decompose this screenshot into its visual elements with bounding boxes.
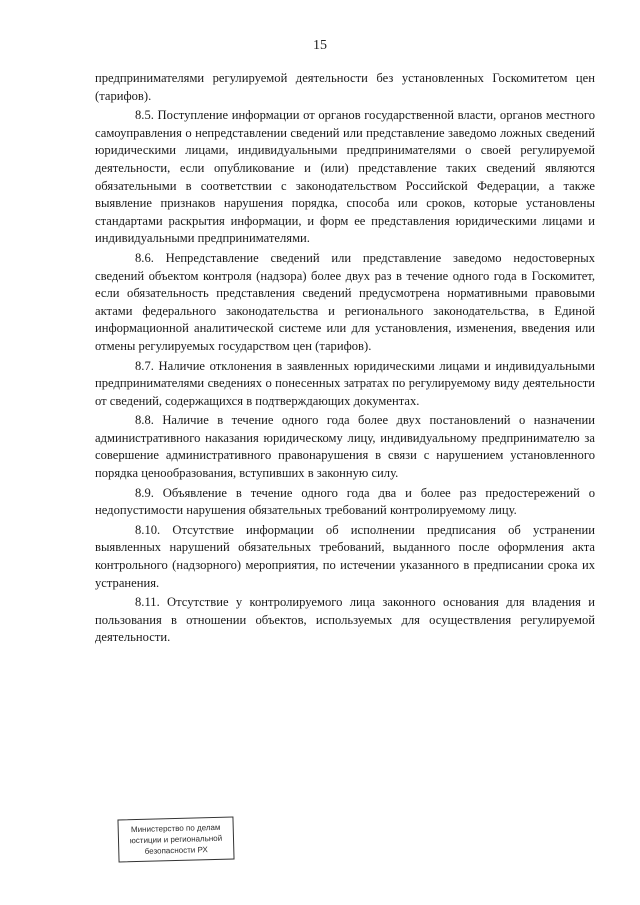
paragraph-8-11: 8.11. Отсутствие у контролируемого лица законного основания для владения и пользования в отношении объектов, используемых для осуществления регулируемой деятельности. <box>95 595 595 645</box>
page-number: 15 <box>313 38 327 53</box>
paragraph-8-10: 8.10. Отсутствие информации об исполнении предписания об устранении выявленных нарушений обязательных требований, выданного после оформления акта контрольного (надзорного) мероприятия, по истечении указанного в предписании срока их устранения. <box>95 522 595 590</box>
stamp-line-1: Министерство по делам <box>130 822 221 835</box>
paragraph-8-6: 8.6. Непредставление сведений или представление заведомо недостоверных сведений объектом контроля (надзора) более двух раз в течение одного года в Госкомитет, если обязательность представления сведений предусмотрена нормативными правовыми актами федерального законодательства и регионального законодательства, в Единой информационной аналитической системе или для установления, изменения, введения или отмены регулируемых государством цен (тарифов). <box>95 250 595 353</box>
paragraph-continuation: предпринимателями регулируемой деятельности без установленных Госкомитетом цен (тарифов). <box>95 71 595 103</box>
document-body <box>95 70 595 649</box>
paragraph-8-5: 8.5. Поступление информации от органов государственной власти, органов местного самоуправления о непредставлении сведений или представление заведомо ложных сведений юридическими лицами, индивидуальными предпринимателями о своей регулируемой деятельности, если опубликование и (или) представление таких сведений являются обязательными в соответствии с законодательством Российской Федерации, а также выявление признаков нарушения порядка, способа или сроков, которые установлены стандартами раскрытия информации, и форм ее представления юридическими лицами и индивидуальными предпринимателями. <box>95 108 595 246</box>
stamp-line-2: юстиции и региональной <box>129 833 223 846</box>
paragraph-8-7: 8.7. Наличие отклонения в заявленных юридическими лицами и индивидуальными предпринимателями сведениях о понесенных затратах по регулируемому виду деятельности от сведений, содержащихся в подтверждающих документах. <box>95 358 595 408</box>
registration-stamp <box>117 816 234 862</box>
paragraph-8-8: 8.8. Наличие в течение одного года более двух постановлений о назначении административного наказания юридическому лицу, индивидуальному предпринимателю за совершение административного правонарушения в связи с нарушением установленного порядка ценообразования, вступивших в законную силу. <box>95 413 595 481</box>
stamp-line-3: безопасности РХ <box>144 845 208 856</box>
paragraph-8-9: 8.9. Объявление в течение одного года два и более раз предостережений о недопустимости нарушения обязательных требований контролируемому лицу. <box>95 485 595 518</box>
